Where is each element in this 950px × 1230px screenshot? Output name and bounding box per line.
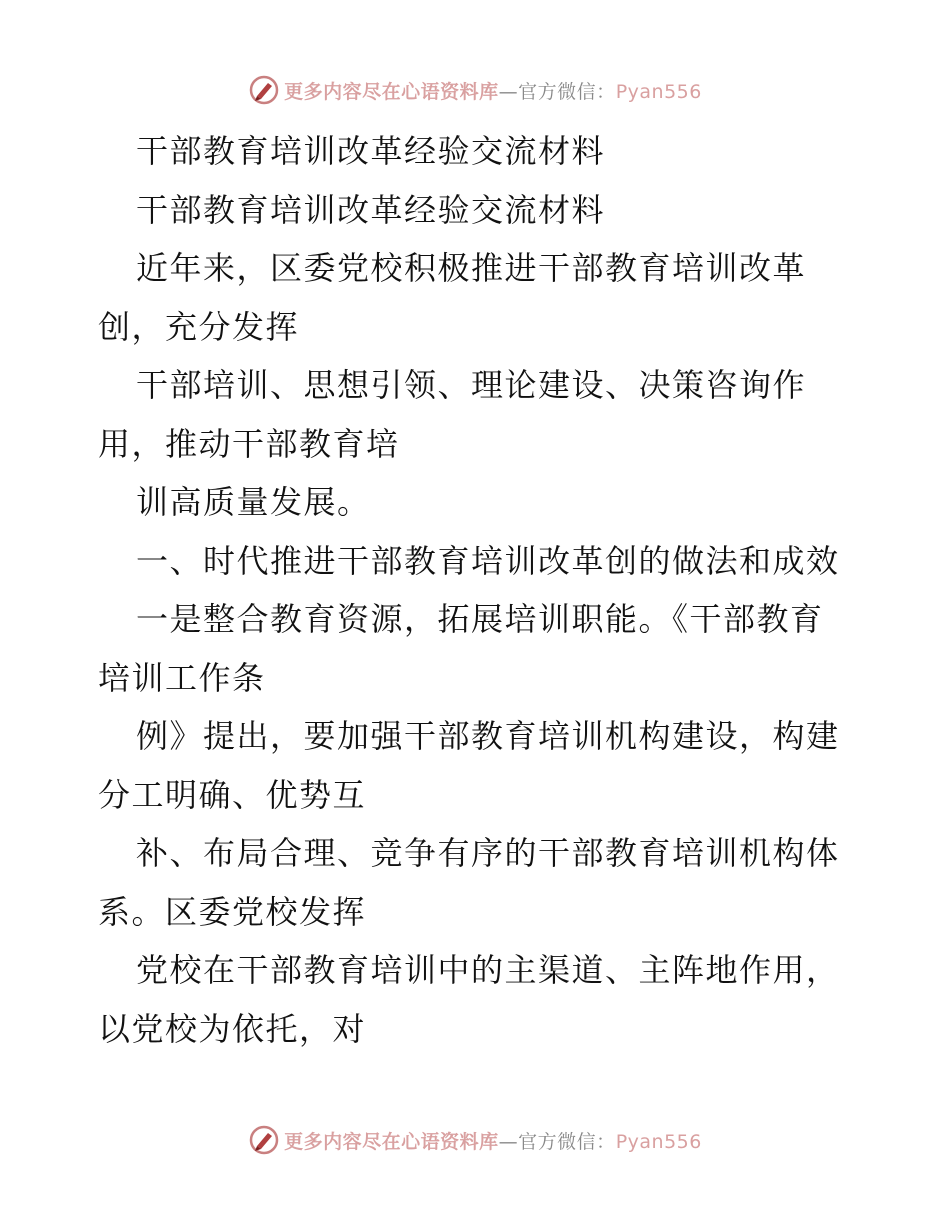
footer-banner-side: 官方微信： [518,1130,616,1153]
doc-title-repeat: 干部教育培训改革经验交流材料 [136,190,606,229]
footer-banner-main: 更多内容尽在心语资料库 [284,1130,499,1153]
pen-logo-icon [248,74,280,106]
header-banner-main: 更多内容尽在心语资料库 [284,80,499,103]
footer-banner-separator: — [498,1130,519,1153]
doc-line: 补、布局合理、竞争有序的干部教育培训机构体 [136,834,840,872]
header-banner-text [284,77,702,104]
doc-line: 培训工作条 [98,658,266,697]
doc-line: 一是整合教育资源，拓展培训职能。《干部教育 [136,600,824,638]
doc-section-heading: 一、时代推进干部教育培训改革创的做法和成效 [136,541,840,580]
footer-banner-wechat-id: Pyan556 [615,1130,702,1153]
doc-line: 党校在干部教育培训中的主渠道、主阵地作用， [136,951,840,989]
header-banner-wechat-id: Pyan556 [615,80,702,103]
doc-line: 例》提出，要加强干部教育培训机构建设，构建 [136,717,840,755]
doc-title: 干部教育培训改革经验交流材料 [136,132,606,170]
pen-logo-icon [248,1124,280,1156]
header-banner [0,72,950,108]
header-banner-separator: — [498,80,519,103]
doc-line: 分工明确、优势互 [98,775,367,814]
doc-line: 系。区委党校发挥 [98,892,367,931]
footer-banner-text [284,1127,702,1154]
footer-banner [0,1122,950,1158]
doc-line: 创，充分发挥 [98,307,300,346]
doc-line: 干部培训、思想引领、理论建设、决策咨询作 [136,366,807,404]
doc-line: 用，推动干部教育培 [98,424,400,463]
doc-line: 训高质量发展。 [136,483,371,521]
doc-line: 以党校为依托，对 [98,1009,367,1048]
document-body [98,122,868,1058]
doc-line: 近年来，区委党校积极推进干部教育培训改革 [136,249,807,287]
header-banner-side: 官方微信： [518,80,616,103]
